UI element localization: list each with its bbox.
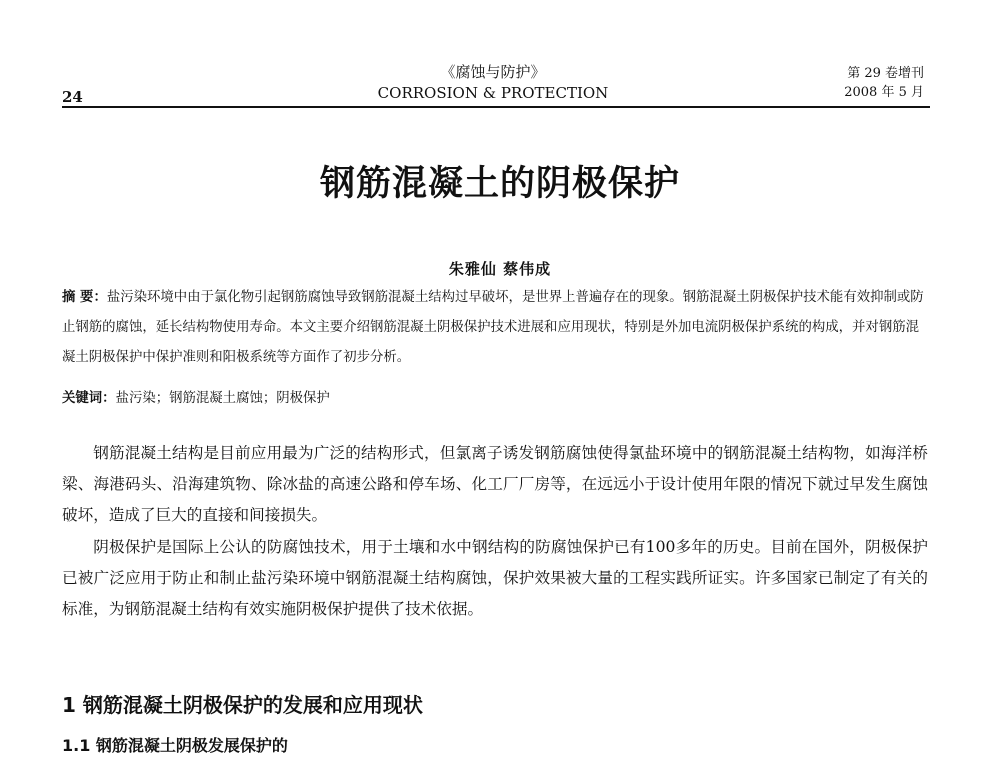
page-number: 24 bbox=[62, 88, 83, 106]
body-paragraph-2: 阴极保护是国际上公认的防腐蚀技术，用于土壤和水中钢结构的防腐蚀保护已有100多年的历史。目前在国外，阴极保护已被广泛应用于防止和制止盐污染环境中钢筋混凝土结构腐蚀，保护效果被大量的工程实践所证实。许多国家已制定了有关的标准，为钢筋混凝土结构有效实施阴极保护提供了技术依据。 bbox=[62, 538, 928, 618]
keywords-text: 盐污染；钢筋混凝土腐蚀；阴极保护 bbox=[115, 391, 330, 406]
header-rule bbox=[62, 106, 930, 108]
keywords-label: 关键词： bbox=[62, 391, 116, 406]
abstract-text: 盐污染环境中由于氯化物引起钢筋腐蚀导致钢筋混凝土结构过早破坏，是世界上普遍存在的现象。钢筋混凝土阴极保护技术能有效抑制或防止钢筋的腐蚀，延长结构物使用寿命。本文主要介绍钢筋混凝土阴极保护技术进展和应用现状，特别是外加电流阴极保护系统的构成，并对钢筋混凝土阴极保护中保护准则和阳极系统等方面作了初步分析。 bbox=[62, 290, 924, 365]
issue-date: 2008 年 5 月 bbox=[844, 85, 924, 100]
volume-label: 第 29 卷增刊 bbox=[847, 66, 924, 81]
section-heading-1: 1 钢筋混凝土阴极保护的发展和应用现状 bbox=[62, 693, 423, 717]
body-paragraph-1: 钢筋混凝土结构是目前应用最为广泛的结构形式，但氯离子诱发钢筋腐蚀使得氯盐环境中的钢筋混凝土结构物，如海洋桥梁、海港码头、沿海建筑物、除冰盐的高速公路和停车场、化工厂厂房等，在远远小于设计使用年限的情况下就过早发生腐蚀破坏，造成了巨大的直接和间接损失。 bbox=[62, 444, 928, 524]
article-title: 钢筋混凝土的阴极保护 bbox=[319, 164, 680, 204]
running-header bbox=[62, 60, 924, 104]
subsection-heading-1-1: 1.1 钢筋混凝土阴极发展保护的 bbox=[62, 736, 288, 755]
journal-name bbox=[62, 62, 924, 104]
journal-name-en: CORROSION & PROTECTION bbox=[377, 84, 609, 102]
keywords bbox=[62, 384, 928, 414]
abstract-label: 摘 要： bbox=[62, 290, 107, 305]
abstract bbox=[62, 283, 928, 373]
issue-info bbox=[844, 64, 924, 102]
article-authors: 朱雅仙 蔡伟成 bbox=[448, 260, 552, 278]
journal-name-cn: 《腐蚀与防护》 bbox=[440, 63, 546, 81]
